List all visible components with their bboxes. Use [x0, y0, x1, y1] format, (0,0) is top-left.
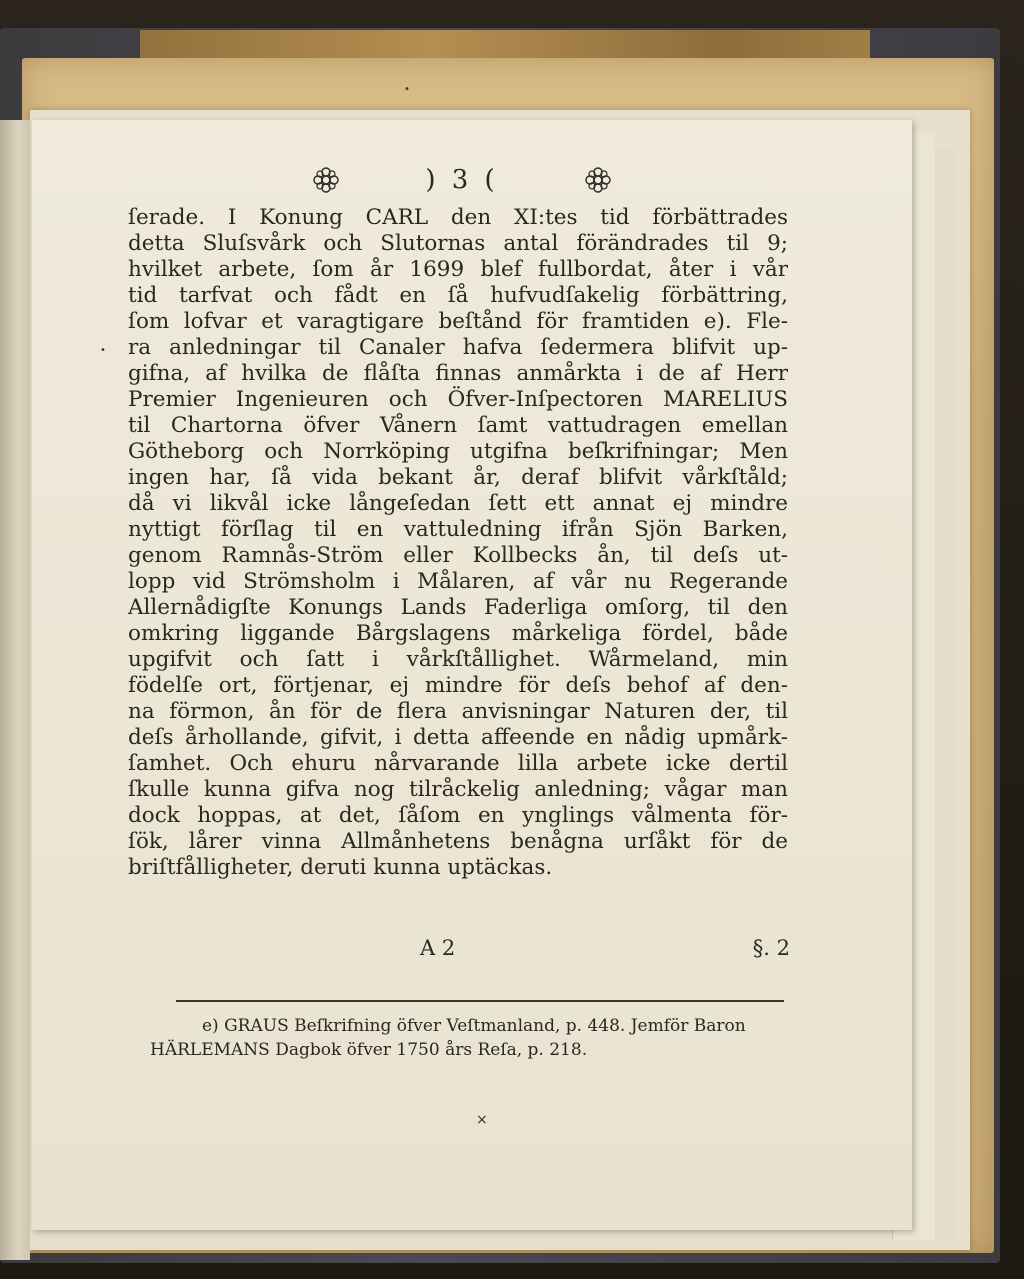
speck: • [100, 345, 106, 356]
text-line: lopp vid Strömsholm i Målaren, af vår nu Regerande [128, 569, 788, 594]
signature-row [420, 936, 790, 960]
text-line: ſkulle kunna gifva nog tilråckelig anledning; vågar man [128, 777, 788, 802]
footnote-line: e) GRAUS Beſkrifning öfver Veſtmanland, p. 448. Jemför Baron [202, 1016, 746, 1036]
flower-ornament-icon [312, 166, 340, 194]
text-line: briſtfålligheter, deruti kunna uptäckas. [128, 855, 553, 880]
text-line: då vi likvål icke långeſedan ſett ett annat ej mindre [128, 491, 788, 516]
text-line: ra anledningar til Canaler hafva ſedermera blifvit up- [128, 335, 788, 360]
text-line: födelſe ort, förtjenar, ej mindre för deſs behof af den- [128, 673, 788, 698]
text-line: deſs århollande, gifvit, i detta affeende en nådig upmårk- [128, 725, 788, 750]
flower-ornament-icon [584, 166, 612, 194]
text-line: genom Ramnås-Ström eller Kollbecks ån, til deſs ut- [128, 543, 788, 568]
text-line: Allernådigſte Konungs Lands Faderliga omſorg, til den [128, 595, 788, 620]
speck: • [404, 84, 410, 95]
text-line: ſök, lårer vinna Allmånhetens benågna urſåkt för de [128, 829, 788, 854]
text-line: detta Sluſsvårk och Slutornas antal förändrades til 9; [128, 231, 788, 256]
text-line: na förmon, ån för de flera anvisningar Naturen der, til [128, 699, 788, 724]
footnote-line: HÄRLEMANS Dagbok öfver 1750 års Reſa, p. 218. [150, 1040, 588, 1060]
left-page-edge [0, 120, 30, 1260]
text-line: tid tarfvat och fådt en ſå hufvudſakelig förbättring, [128, 283, 788, 308]
page-header [312, 160, 612, 200]
text-line: hvilket arbete, ſom år 1699 blef fullbordat, åter i vår [128, 257, 788, 282]
text-line: gifna, af hvilka de flåſta finnas anmårkta i de af Herr [128, 361, 788, 386]
signature-mark: A 2 [420, 936, 456, 960]
catchword: §. 2 [752, 936, 790, 960]
text-line: ſom lofvar et varagtigare beſtånd för framtiden e). Fle- [128, 309, 788, 334]
bottom-mark: × [476, 1112, 488, 1128]
text-line: ingen har, ſå vida bekant år, deraf blifvit vårkſtåld; [128, 465, 788, 490]
text-line: upgifvit och ſatt i vårkſtållighet. Wårmeland, min [128, 647, 788, 672]
text-line: omkring liggande Bårgslagens mårkeliga fördel, både [128, 621, 788, 646]
text-line: Götheborg och Norrköping utgifna beſkrifningar; Men [128, 439, 788, 464]
text-line: nyttigt förſlag til en vattuledning ifrån Sjön Barken, [128, 517, 788, 542]
page-number: ) 3 ( [425, 165, 499, 195]
footnote-rule [176, 1000, 784, 1002]
text-line: til Chartorna öfver Vånern ſamt vattudragen emellan [128, 413, 788, 438]
text-line: Premier Ingenieuren och Öfver-Inſpectoren MARELIUS [128, 387, 788, 412]
text-line: ſerade. I Konung CARL den XI:tes tid förbättrades [128, 205, 788, 230]
body-text [128, 205, 788, 881]
text-line: ſamhet. Och ehuru nårvarande lilla arbete icke dertil [128, 751, 788, 776]
footnote [150, 1014, 810, 1062]
text-line: dock hoppas, at det, ſåſom en ynglings vålmenta för- [128, 803, 788, 828]
